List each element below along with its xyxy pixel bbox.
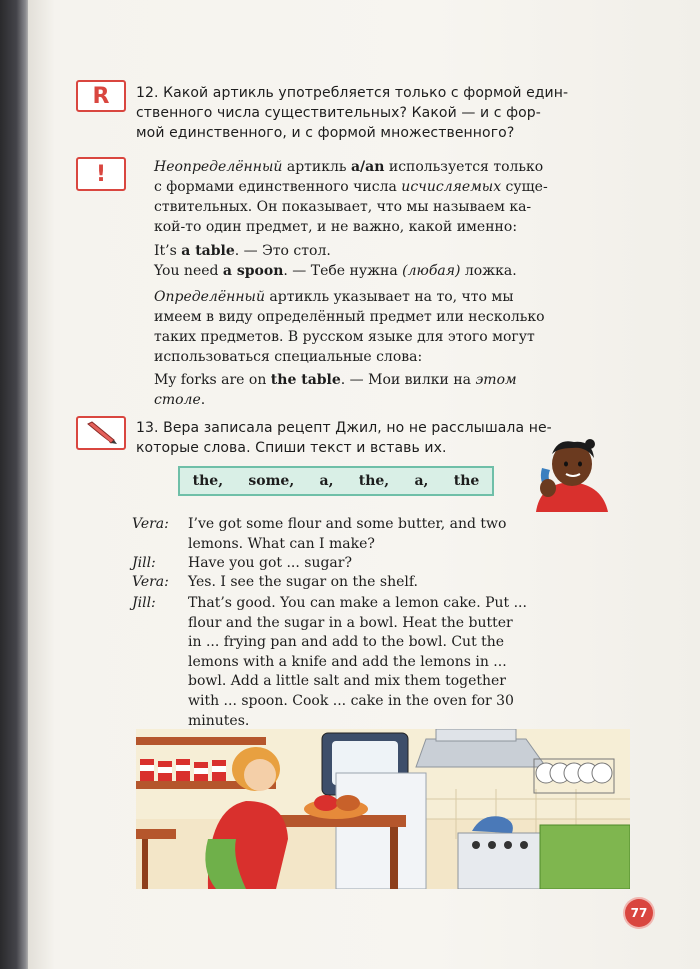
page-number: 77 [625, 899, 653, 927]
word-bank-item: a, [414, 473, 429, 489]
dialogue-line: flour and the sugar in a bowl. Heat the butter [188, 615, 513, 631]
word-bank-item: some, [248, 473, 295, 489]
rule-p1-line-4: кой-то один предмет, и не важно, какой именно: [154, 219, 518, 235]
rule-p1-line-3: ствительных. Он показывает, что мы называем ка- [154, 199, 532, 215]
speaker-vera: Vera: [132, 516, 169, 532]
pencil-glyph [84, 421, 118, 445]
word-bank-item: the, [192, 473, 224, 489]
task13-line-1: 13. Вера записала рецепт Джил, но не расслышала не- [136, 420, 552, 436]
pencil-icon [76, 416, 126, 450]
dialogue-line: Have you got ... sugar? [188, 555, 352, 571]
rule-example-2: You need a spoon. — Тебе нужна (любая) ложка. [154, 263, 517, 279]
task13-line-2: которые слова. Спиши текст и вставь их. [136, 440, 447, 456]
rule-p2-line-1: Определённый артикль указывает на то, что мы [154, 289, 514, 305]
rule-p2-line-2: имеем в виду определённый предмет или несколько [154, 309, 545, 325]
rule-badge-r: R [76, 80, 126, 112]
word-bank-item: the [453, 473, 480, 489]
rule-p2-line-3: таких предметов. В русском языке для этого могут [154, 329, 535, 345]
task12-line-1: 12. Какой артикль употребляется только с формой един- [136, 85, 569, 101]
rule-example-3: My forks are on the table. — Мои вилки на этом [154, 372, 517, 388]
word-bank [178, 466, 494, 496]
dialogue-line: lemons. What can I make? [188, 536, 375, 552]
rule-p1-line-1: Неопределённый артикль a/an используется только [154, 159, 544, 175]
task12-line-3: мой единственного, и с формой множественного? [136, 125, 515, 141]
word-bank-item: the, [358, 473, 390, 489]
attention-badge: ! [76, 157, 126, 191]
rule-example-1: It’s a table. — Это стол. [154, 243, 331, 259]
speaker-jill: Jill: [132, 595, 156, 611]
dialogue-line: lemons with a knife and add the lemons in ... [188, 654, 507, 670]
rule-example-3-cont: столе. [154, 392, 206, 408]
speaker-vera: Vera: [132, 574, 169, 590]
book-binding [0, 0, 30, 969]
dialogue-line: with ... spoon. Cook ... cake in the oven for 30 [188, 693, 514, 709]
dialogue-line: I’ve got some flour and some butter, and two [188, 516, 507, 532]
kitchen-illustration [136, 729, 630, 889]
dialogue-line: That’s good. You can make a lemon cake. Put ... [188, 595, 527, 611]
word-bank-item: a, [319, 473, 334, 489]
dialogue-line: Yes. I see the sugar on the shelf. [188, 574, 418, 590]
rule-p2-line-4: использоваться специальные слова: [154, 349, 423, 365]
rule-p1-line-2: с формами единственного числа исчисляемых суще- [154, 179, 548, 195]
speaker-jill: Jill: [132, 555, 156, 571]
dialogue-line: bowl. Add a little salt and mix them together [188, 673, 506, 689]
dialogue-line: minutes. [188, 713, 250, 729]
girl-on-phone-illustration [528, 438, 614, 512]
task12-line-2: ственного числа существительных? Какой — и с фор- [136, 105, 541, 121]
dialogue-line: in ... frying pan and add to the bowl. Cut the [188, 634, 505, 650]
